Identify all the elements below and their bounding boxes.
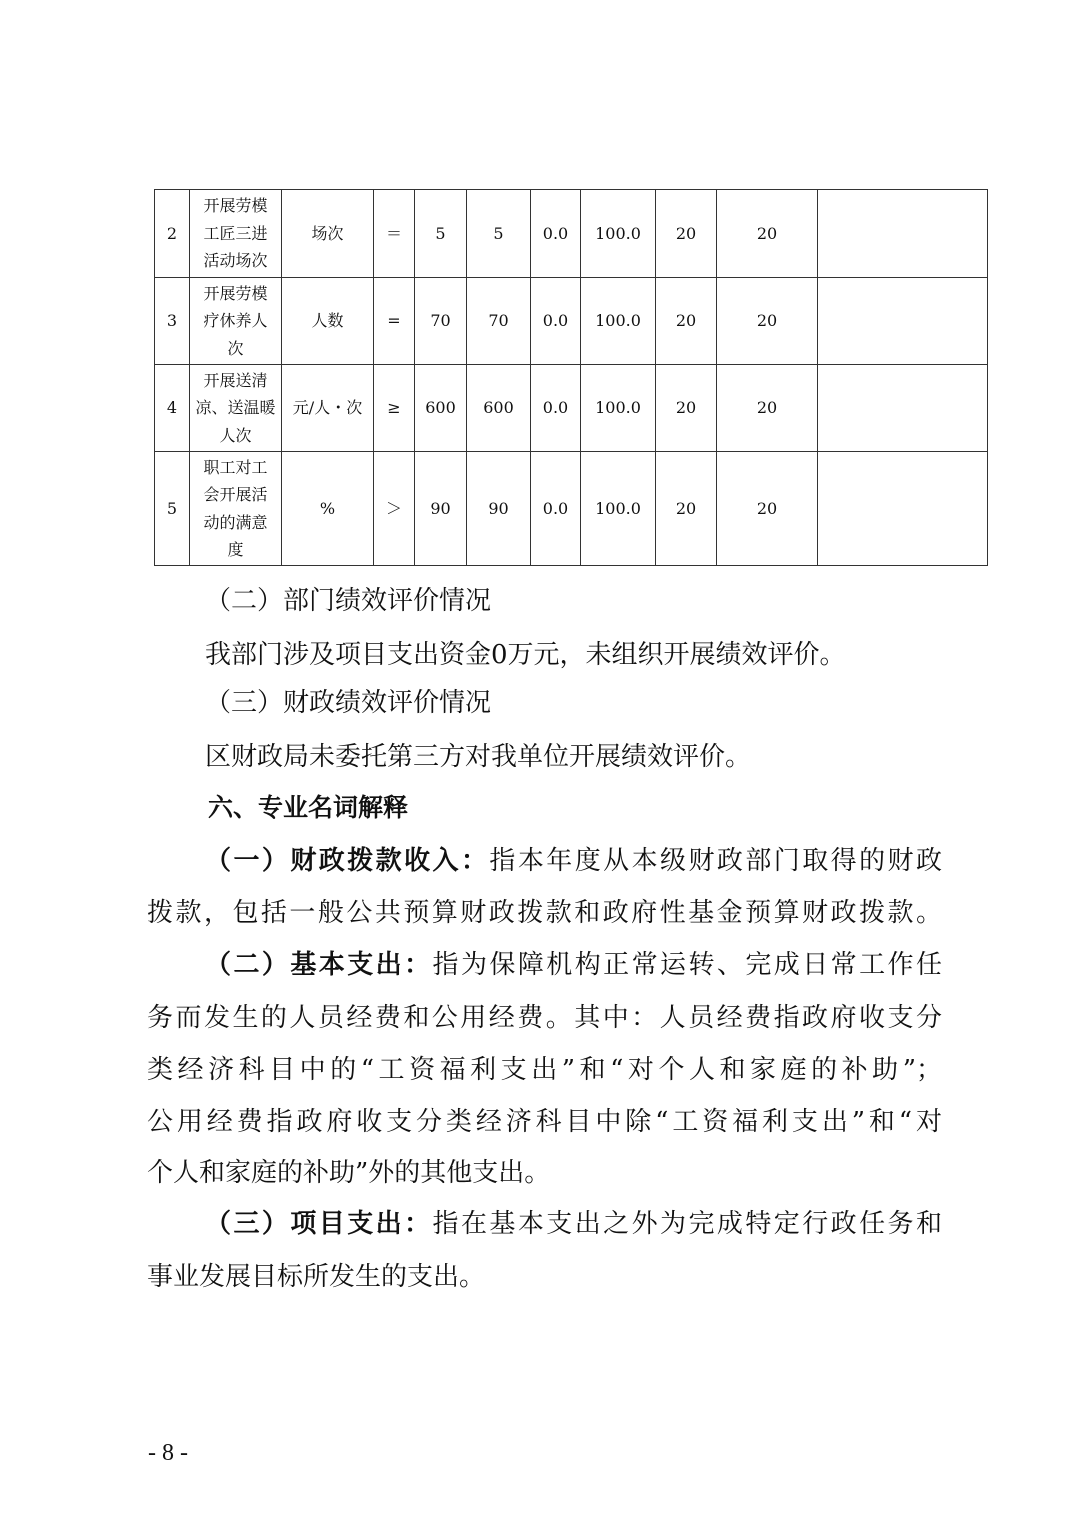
cell-no: 5 xyxy=(155,452,190,566)
term3-line xyxy=(205,1203,942,1240)
cell-op: ＝ xyxy=(374,190,415,278)
cell-note xyxy=(818,278,988,365)
term1-line xyxy=(205,840,942,877)
cell-op: ＞ xyxy=(374,452,415,566)
dept-eval-text: 我部门涉及项目支出资金0万元，未组织开展绩效评价。 xyxy=(205,640,846,670)
name-line: 职工对工 xyxy=(203,457,268,477)
cell-weight: 20 xyxy=(656,190,717,278)
name-line: 动的满意 xyxy=(203,512,268,532)
cell-weight: 20 xyxy=(656,278,717,365)
name-line: 疗休养人 xyxy=(203,311,268,331)
cell-name xyxy=(190,190,282,278)
cell-name xyxy=(190,452,282,566)
cell-score: 20 xyxy=(717,365,818,452)
cell-unit: 人数 xyxy=(282,278,374,365)
cell-unit: % xyxy=(282,452,374,566)
cell-no: 2 xyxy=(155,190,190,278)
cell-deviation: 0.0 xyxy=(531,190,581,278)
table-row xyxy=(155,278,988,365)
performance-indicator-table xyxy=(154,189,988,566)
cell-target: 70 xyxy=(415,278,467,365)
cell-actual: 90 xyxy=(467,452,531,566)
name-line: 工匠三进 xyxy=(203,223,268,243)
name-line: 凉、送温暖 xyxy=(195,398,276,418)
term1-label: （一）财政拨款收入： xyxy=(205,846,490,876)
fin-eval-heading: （三）财政绩效评价情况 xyxy=(205,688,492,718)
terms-heading: 六、专业名词解释 xyxy=(208,793,409,822)
cell-rate: 100.0 xyxy=(581,190,656,278)
term2-line: 个人和家庭的补助”外的其他支出。 xyxy=(147,1158,551,1188)
term3-text: 指在基本支出之外为完成特定行政任务和 xyxy=(432,1209,942,1239)
cell-actual: 600 xyxy=(467,365,531,452)
cell-unit: 元/人・次 xyxy=(282,365,374,452)
name-line: 开展劳模 xyxy=(203,283,268,303)
cell-weight: 20 xyxy=(656,365,717,452)
page-number: - 8 - xyxy=(148,1440,188,1466)
cell-deviation: 0.0 xyxy=(531,452,581,566)
cell-note xyxy=(818,452,988,566)
name-line: 开展劳模 xyxy=(203,196,268,216)
cell-note xyxy=(818,365,988,452)
term3-line: 事业发展目标所发生的支出。 xyxy=(147,1262,486,1292)
term1-line: 拨款，包括一般公共预算财政拨款和政府性基金预算财政拨款。 xyxy=(147,898,942,928)
table-row xyxy=(155,452,988,566)
cell-op: ≥ xyxy=(374,365,415,452)
table-row xyxy=(155,365,988,452)
term2-line: 公用经费指政府收支分类经济科目中除“工资福利支出”和“对 xyxy=(147,1107,942,1137)
name-line: 会开展活 xyxy=(203,485,268,504)
term2-line: 务而发生的人员经费和公用经费。其中：人员经费指政府收支分 xyxy=(147,1003,942,1033)
cell-name xyxy=(190,278,282,365)
cell-target: 90 xyxy=(415,452,467,566)
name-line: 次 xyxy=(227,338,244,358)
cell-unit: 场次 xyxy=(282,190,374,278)
table-row xyxy=(155,190,988,278)
cell-actual: 70 xyxy=(467,278,531,365)
cell-no: 4 xyxy=(155,365,190,452)
cell-op: = xyxy=(374,278,415,365)
cell-target: 5 xyxy=(415,190,467,278)
cell-rate: 100.0 xyxy=(581,365,656,452)
dept-eval-heading: （二）部门绩效评价情况 xyxy=(205,586,492,616)
cell-no: 3 xyxy=(155,278,190,365)
fin-eval-text: 区财政局未委托第三方对我单位开展绩效评价。 xyxy=(205,742,752,772)
cell-name xyxy=(190,365,282,452)
cell-score: 20 xyxy=(717,190,818,278)
name-line: 度 xyxy=(227,540,244,559)
cell-target: 600 xyxy=(415,365,467,452)
term1-text: 指本年度从本级财政部门取得的财政 xyxy=(489,846,942,876)
term2-line xyxy=(205,944,942,981)
term2-text: 指为保障机构正常运转、完成日常工作任 xyxy=(432,950,942,980)
cell-weight: 20 xyxy=(656,452,717,566)
cell-rate: 100.0 xyxy=(581,452,656,566)
name-line: 活动场次 xyxy=(203,251,268,271)
term2-label: （二）基本支出： xyxy=(205,950,433,980)
cell-score: 20 xyxy=(717,278,818,365)
cell-deviation: 0.0 xyxy=(531,365,581,452)
cell-actual: 5 xyxy=(467,190,531,278)
name-line: 开展送清 xyxy=(203,370,268,390)
cell-note xyxy=(818,190,988,278)
cell-score: 20 xyxy=(717,452,818,566)
term2-line: 类经济科目中的“工资福利支出”和“对个人和家庭的补助”； xyxy=(147,1055,942,1085)
term3-label: （三）项目支出： xyxy=(205,1209,433,1239)
cell-deviation: 0.0 xyxy=(531,278,581,365)
name-line: 人次 xyxy=(219,425,252,445)
cell-rate: 100.0 xyxy=(581,278,656,365)
